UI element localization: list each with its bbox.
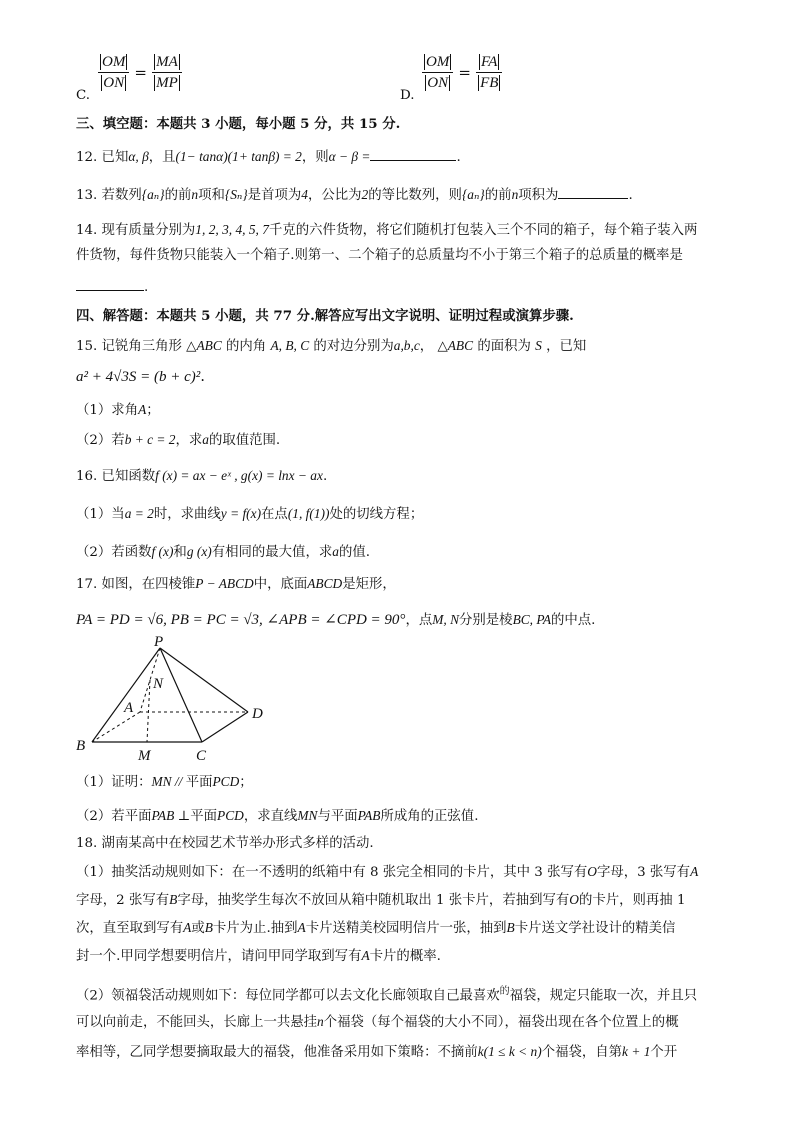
edge-PC <box>160 648 202 742</box>
question-13: 13. 若数列{aₙ}的前n项和{Sₙ}是首项为4，公比为2的等比数列，则{aₙ}的前n项积为 . <box>76 184 724 206</box>
question-16: 16. 已知函数f (x) = ax − eˣ , g(x) = lnx − ax. <box>76 468 328 484</box>
question-15-part-2: （2）若b + c = 2，求a的取值范围. <box>76 432 281 448</box>
answer-blank-14[interactable] <box>76 276 144 291</box>
question-16-part-2: （2）若函数f (x)和g (x)有相同的最大值，求a的值. <box>76 544 370 560</box>
section-4-heading: 四、解答题：本题共 5 小题，共 77 分.解答应写出文字说明、证明过程或演算步骤. <box>76 308 574 324</box>
question-18-part-1-line-3: 次，直至取到写有A或B卡片为止.抽到A卡片送精美校园明信片一张，抽到B卡片送文学社设计的精美信 <box>76 920 676 936</box>
option-c-label: C. <box>76 88 91 103</box>
answer-blank-12[interactable] <box>370 146 456 161</box>
option-c-fraction-left: $\frac{OM}{ON}$ <box>98 52 129 93</box>
question-18-part-1-line-1: （1）抽奖活动规则如下：在一不透明的纸箱中有 8 张完全相同的卡片，其中 3 张写有O字母，3 张写有A <box>76 864 699 880</box>
option-d: D. $\frac{OM}{ON}$ = $\frac{FA}{FB}$ <box>400 52 600 104</box>
question-14-line-3: . <box>76 276 724 298</box>
question-18-part-2-line-2: 可以向前走，不能回头，长廊上一共悬挂n个福袋（每个福袋的大小不同），福袋出现在各个位置上的概 <box>76 1014 679 1030</box>
question-18-part-1-line-2: 字母，2 张写有B字母，抽奖学生每次不放回从箱中随机取出 1 张卡片，若抽到写有O的卡片，则再抽 1 <box>76 892 686 908</box>
question-17-part-2: （2）若平面PAB ⊥平面PCD，求直线MN与平面PAB所成角的正弦值. <box>76 808 479 824</box>
question-14-line-2: 件货物，每件货物只能装入一个箱子.则第一、二个箱子的总质量均不小于第三个箱子的总质量的概率是 <box>76 248 683 263</box>
section-3-heading: 三、填空题：本题共 3 小题，每小题 5 分，共 15 分. <box>76 116 401 132</box>
label-A: A <box>124 700 134 716</box>
pyramid-figure <box>70 636 280 768</box>
question-17-part-1: （1）证明：MN // 平面PCD； <box>76 774 253 790</box>
question-18-title: 18. 湖南某高中在校园艺术节举办形式多样的活动. <box>76 836 374 851</box>
edge-PD <box>160 648 248 712</box>
question-14-line-1: 14. 现有质量分别为1, 2, 3, 4, 5, 7千克的六件货物，将它们随机打包装入三个不同的箱子，每个箱子装入两 <box>76 222 698 238</box>
label-B: B <box>76 738 86 754</box>
option-c: C. $\frac{OM}{ON}$ = $\frac{MA}{MP}$ <box>76 52 276 104</box>
question-18-part-2-line-3: 率相等，乙同学想要摘取最大的福袋，他准备采用如下策略：不摘前k(1 ≤ k < n)个福袋，自第k + 1个开 <box>76 1044 678 1060</box>
question-18-part-1-line-4: 封一个.甲同学想要明信片，请问甲同学取到写有A卡片的概率. <box>76 948 441 964</box>
question-12: 12. 已知α, β，且(1− tanα)(1+ tanβ) = 2，则α − β = . <box>76 146 724 168</box>
edge-PB <box>92 648 160 742</box>
question-17: 17. 如图，在四棱锥P − ABCD中，底面ABCD是矩形， <box>76 576 396 592</box>
label-C: C <box>196 748 207 764</box>
question-15-part-1: （1）求角A； <box>76 402 160 418</box>
question-17-conditions: PA = PD = √6, PB = PC = √3, ∠APB = ∠CPD = 90°，点M, N分别是棱BC, PA的中点. <box>76 612 596 628</box>
option-d-fraction-left: $\frac{OM}{ON}$ <box>422 52 453 93</box>
question-15-equation: a² + 4√3S = (b + c)². <box>76 367 206 385</box>
label-D: D <box>252 706 263 722</box>
label-M: M <box>138 748 151 764</box>
question-16-part-1: （1）当a = 2时，求曲线y = f(x)在点(1, f(1))处的切线方程； <box>76 506 424 522</box>
edge-AB <box>92 712 140 742</box>
question-18-part-2-line-1: （2）领福袋活动规则如下：每位同学都可以去文化长廊领取自己最喜欢$^的$福袋，规定只能取一次，并且只 <box>76 986 698 1004</box>
option-d-label: D. <box>400 88 415 103</box>
answer-blank-13[interactable] <box>558 184 628 199</box>
option-d-fraction-right: $\frac{FA}{FB}$ <box>476 52 502 93</box>
edge-CD <box>202 712 248 742</box>
label-P: P <box>154 636 164 650</box>
option-c-fraction-right: $\frac{MA}{MP}$ <box>152 52 182 93</box>
label-N: N <box>153 676 164 692</box>
question-15-line-1: 15. 记锐角三角形 △ABC 的内角 A, B, C 的对边分别为a,b,c， △ABC 的面积为 S ，已知 <box>76 338 587 354</box>
